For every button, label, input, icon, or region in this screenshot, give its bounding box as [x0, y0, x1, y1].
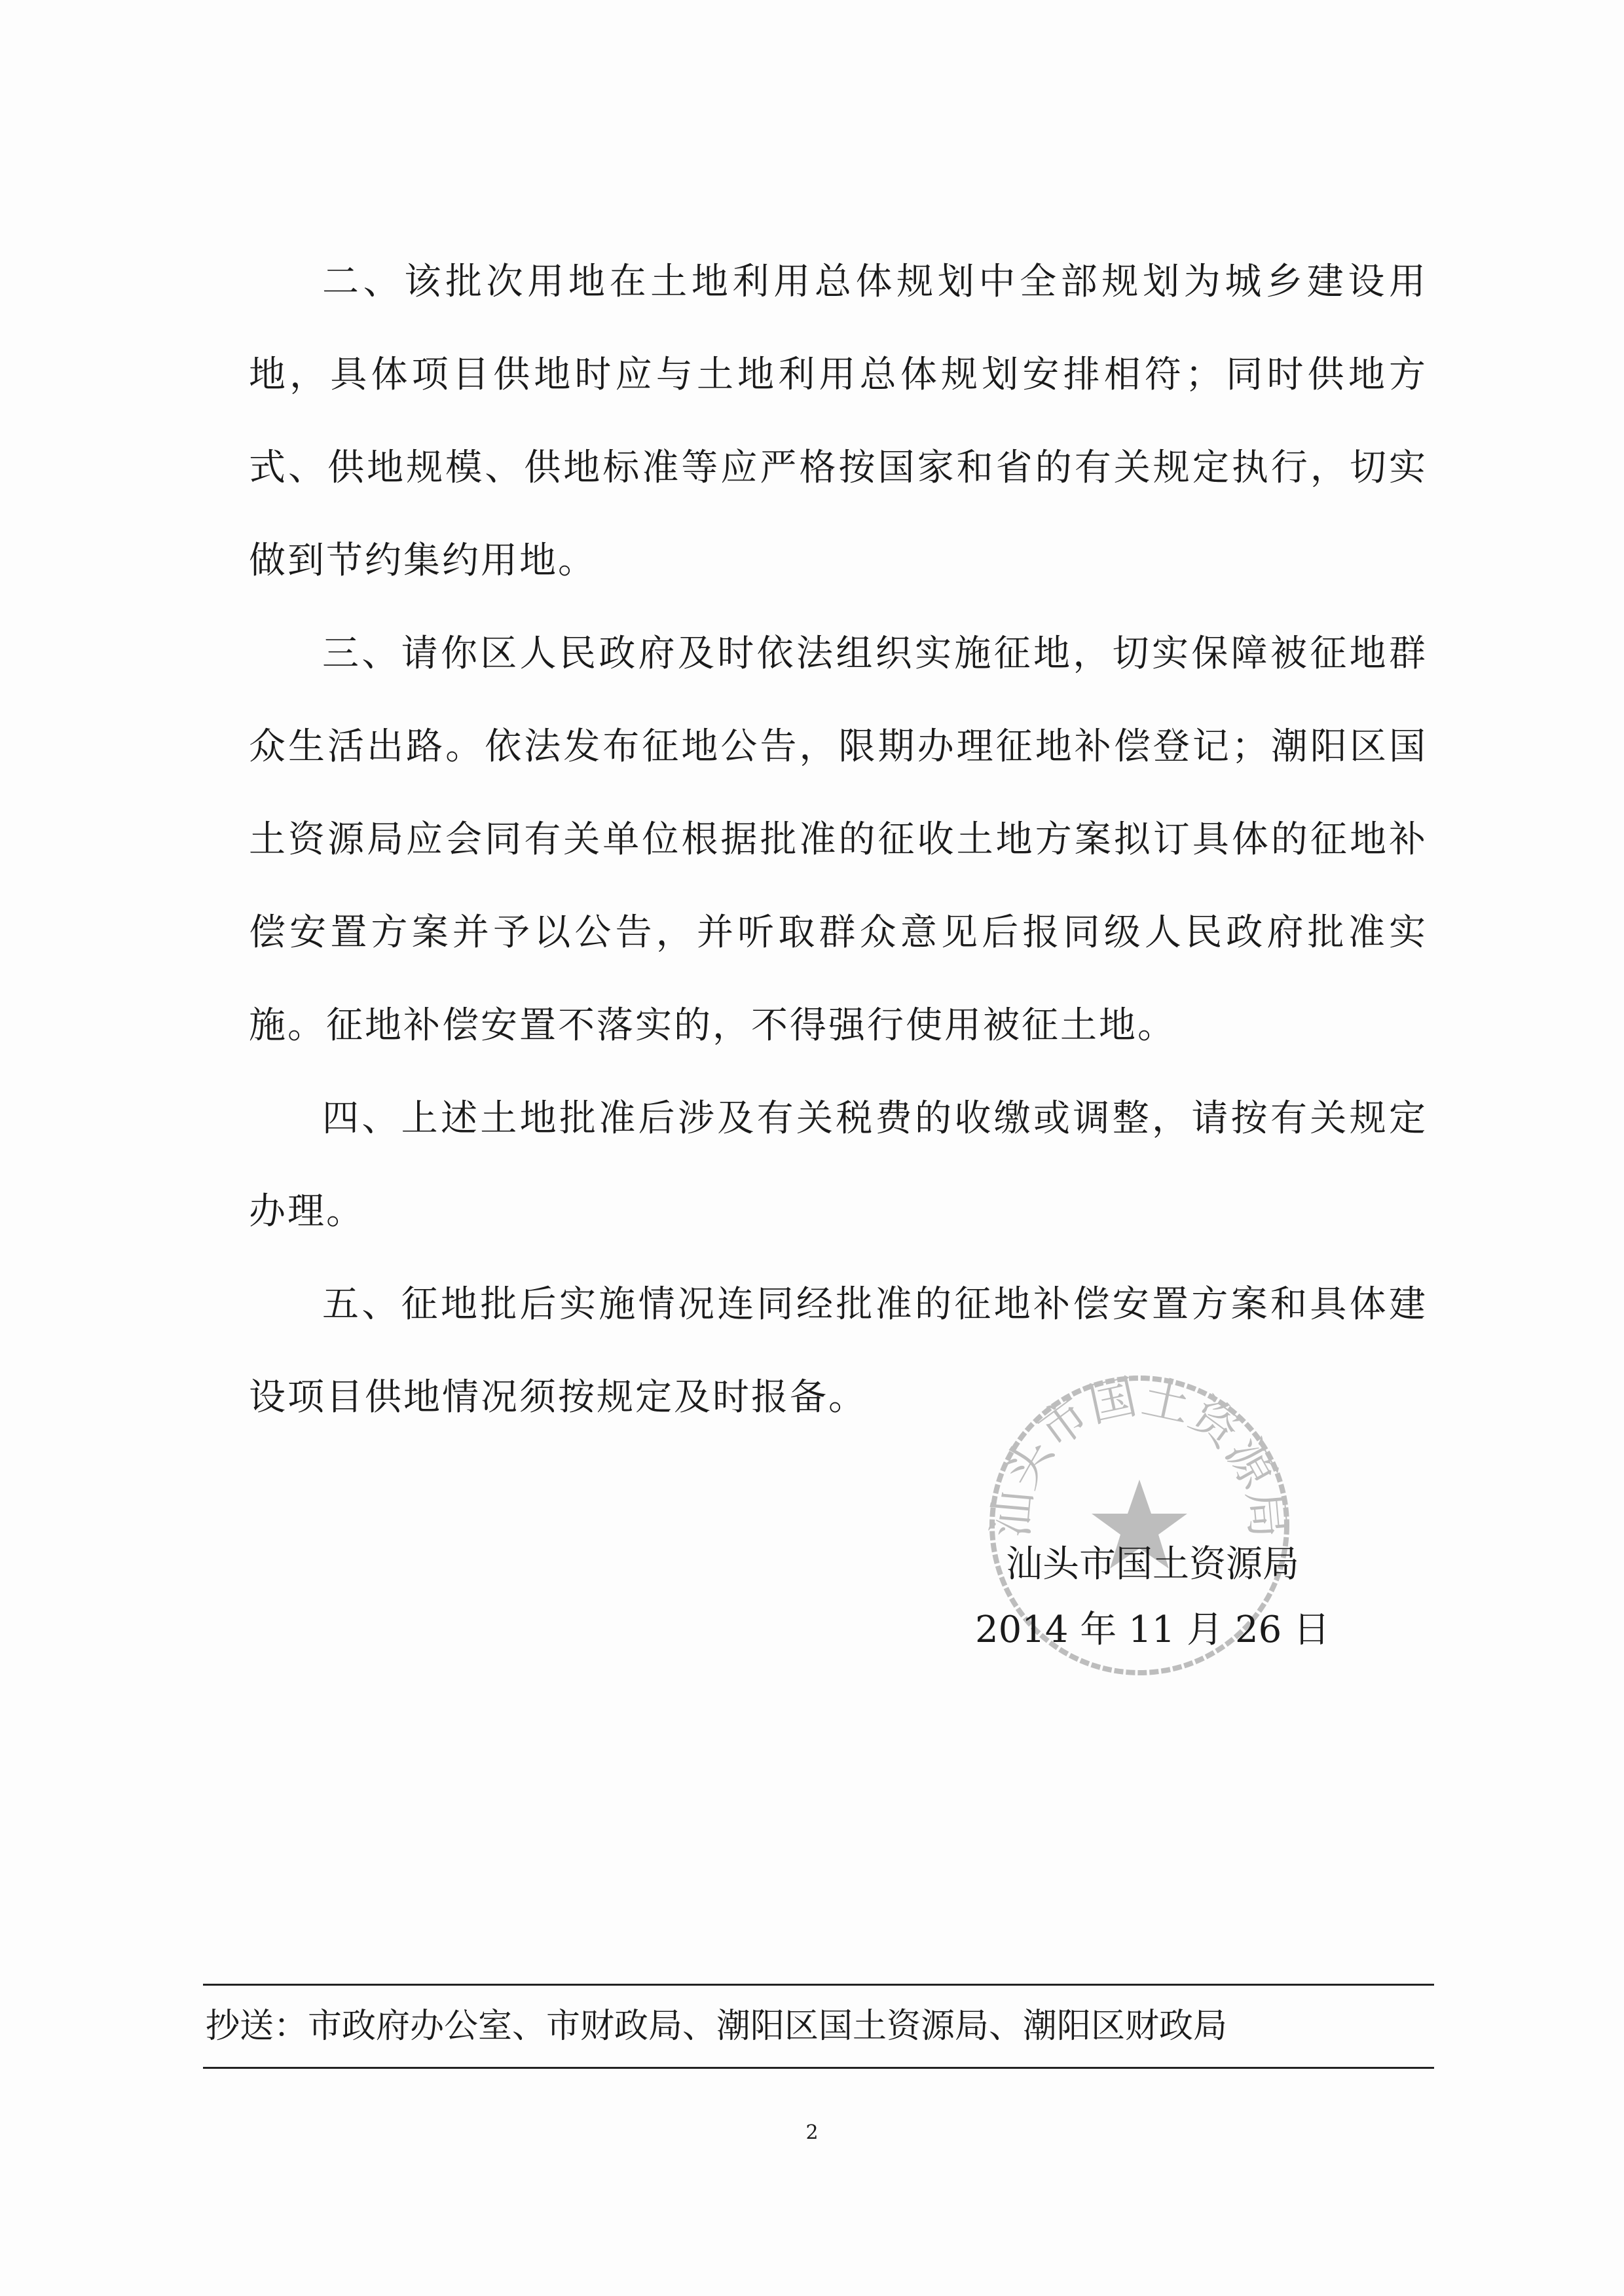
issuer-name: 汕头市国土资源局 [1006, 1543, 1299, 1586]
signature-block [969, 1532, 1336, 1663]
paragraph-4: 四、上述土地批准后涉及有关税费的收缴或调整，请按有关规定办理。 [249, 1097, 1428, 1233]
issue-date: 2014 年 11 月 26 日 [974, 1609, 1331, 1651]
paragraph-3: 三、请你区人民政府及时依法组织实施征地，切实保障被征地群众生活出路。依法发布征地公告，限期办理征地补偿登记；潮阳区国土资源局应会同有关单位根据批准的征收土地方案拟订具体的征地补偿安置方案并予以公告，并听取群众意见后报同级人民政府批准实施。征地补偿安置不落实的，不得强行使用被征土地。 [249, 632, 1428, 1047]
page-number: 2 [805, 2121, 819, 2144]
seal-text: 汕头市国土资源局 [982, 1368, 1297, 1540]
cc-block [203, 1984, 1434, 2069]
paragraph-5: 五、征地批后实施情况连同经批准的征地补偿安置方案和具体建设项目供地情况须按规定及时报备。 [249, 1283, 1428, 1419]
paragraph-2: 二、该批次用地在土地利用总体规划中全部规划为城乡建设用地，具体项目供地时应与土地利用总体规划安排相符；同时供地方式、供地规模、供地标准等应严格按国家和省的有关规定执行，切实做到节约集约用地。 [249, 261, 1428, 582]
document-body [249, 236, 1428, 1444]
cc-label: 抄送： [206, 2007, 308, 2046]
cc-recipients: 市政府办公室、市财政局、潮阳区国土资源局、潮阳区财政局 [308, 2007, 1228, 2046]
